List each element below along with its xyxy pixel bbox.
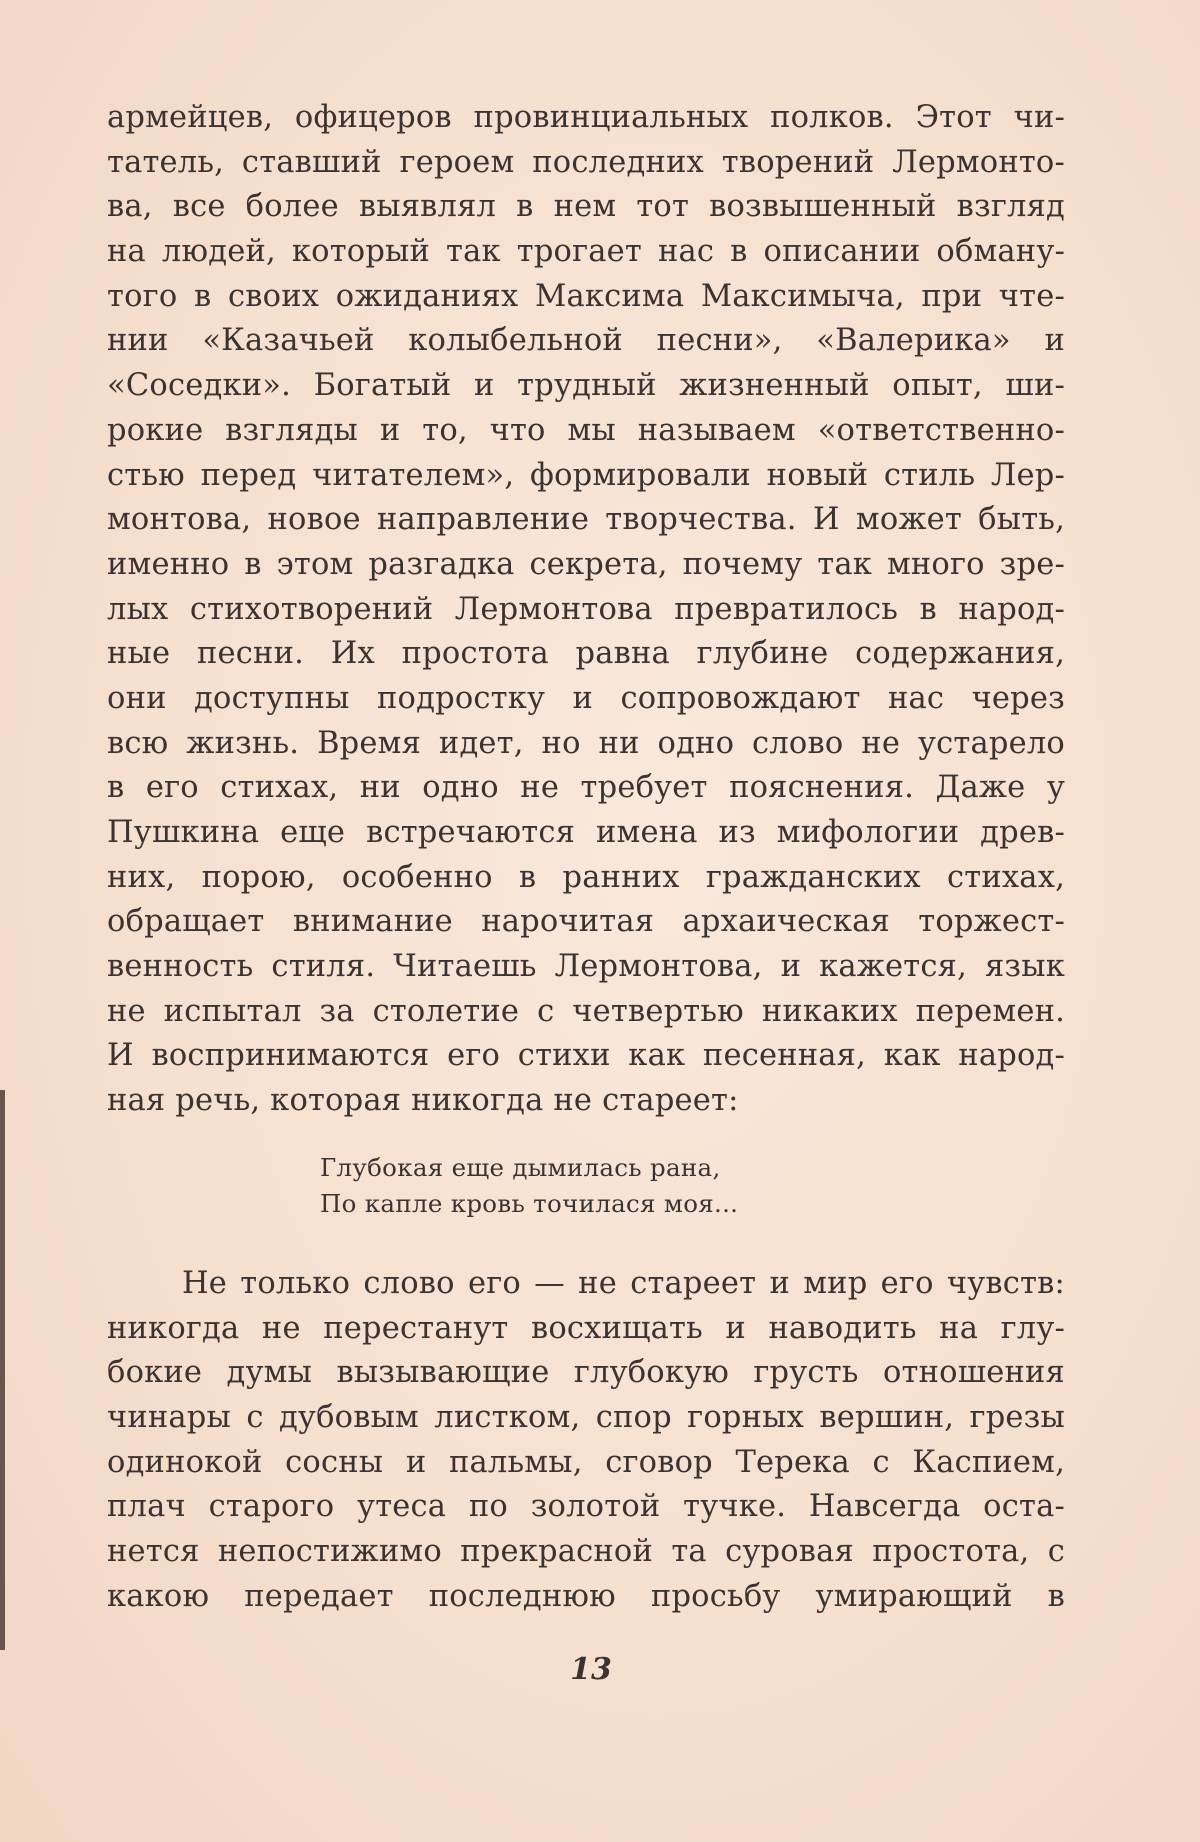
- text-line: венность стиля. Читаешь Лермонтова, и кажется, язык: [107, 949, 1065, 985]
- text-line: нии «Казачьей колыбельной песни», «Валерика» и: [107, 323, 1065, 359]
- text-line: них, порою, особенно в ранних гражданских стихах,: [107, 859, 1065, 895]
- text-line: чинары с дубовым листком, спор горных вершин, грезы: [107, 1400, 1065, 1436]
- text-line: именно в этом разгадка секрета, почему так много зре-: [107, 546, 1065, 582]
- text-line: в его стихах, ни одно не требует пояснения. Даже у: [107, 770, 1065, 806]
- text-line: И воспринимаются его стихи как песенная, как народ-: [107, 1038, 1065, 1074]
- text-line: они доступны подростку и сопровождают нас через: [107, 680, 1065, 716]
- text-line: «Соседки». Богатый и трудный жизненный опыт, ши-: [107, 368, 1065, 404]
- text-line: какою передает последнюю просьбу умирающий в: [107, 1578, 1065, 1614]
- text-line: плач старого утеса по золотой тучке. Навсегда оста-: [107, 1489, 1065, 1525]
- text-line: нется непостижимо прекрасной та суровая простота, с: [107, 1534, 1065, 1570]
- text-line: рокие взгляды и то, что мы называем «ответственно-: [107, 412, 1065, 448]
- text-line: не испытал за столетие с четвертью никаких перемен.: [107, 993, 1065, 1029]
- text-line: того в своих ожиданиях Максима Максимыча, при чте-: [107, 278, 1065, 314]
- text-line: ва, все более выявлял в нем тот возвышенный взгляд: [107, 189, 1065, 225]
- verse-line: Глубокая еще дымилась рана,: [320, 1153, 721, 1182]
- verse-quote: [320, 1150, 738, 1222]
- text-line: стью перед читателем», формировали новый стиль Лер-: [107, 457, 1065, 493]
- text-line: монтова, новое направление творчества. И может быть,: [107, 502, 1065, 538]
- text-line: бокие думы вызывающие глубокую грусть отношения: [107, 1355, 1065, 1391]
- page-number: 13: [570, 1652, 612, 1687]
- text-line: ная речь, которая никогда не стареет:: [107, 1083, 739, 1119]
- text-line: Не только слово его — не стареет и мир его чувств:: [182, 1266, 1065, 1301]
- paragraph-1: [107, 96, 1065, 1124]
- text-line: одинокой сосны и пальмы, сговор Терека с Каспием,: [107, 1444, 1065, 1480]
- text-line: на людей, который так трогает нас в описании обману-: [107, 234, 1065, 270]
- text-line: всю жизнь. Время идет, но ни одно слово не устарело: [107, 725, 1065, 761]
- text-line: армейцев, офицеров провинциальных полков. Этот чи-: [107, 100, 1065, 135]
- verse-line: По капле кровь точилася моя...: [320, 1189, 739, 1218]
- text-line: обращает внимание нарочитая архаическая торжест-: [107, 904, 1065, 940]
- text-line: татель, ставший героем последних творений Лермонто-: [107, 144, 1065, 180]
- text-line: лых стихотворений Лермонтова превратилось в народ-: [107, 591, 1065, 627]
- paragraph-2: [107, 1262, 1065, 1620]
- text-line: Пушкина еще встречаются имена из мифологии древ-: [107, 815, 1065, 850]
- text-line: ные песни. Их простота равна глубине содержания,: [107, 636, 1065, 672]
- binding-edge: [0, 1090, 5, 1650]
- text-line: никогда не перестанут восхищать и наводить на глу-: [107, 1310, 1065, 1346]
